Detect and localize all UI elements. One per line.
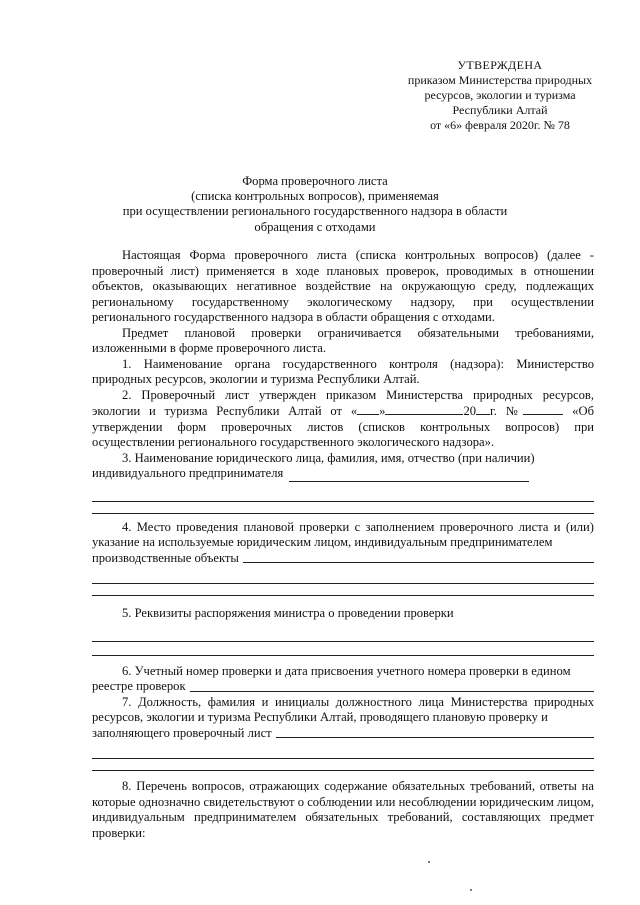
item-7-line-2[interactable]: [92, 741, 594, 759]
approval-block: [395, 58, 605, 133]
item-6-label: реестре проверок: [92, 679, 186, 693]
item-2-year-field[interactable]: [476, 403, 490, 415]
item-4: 4. Место проведения плановой проверки с заполнением проверочного листа и (или) указание на используемые юридическим лицом, индивидуальным предпринимателем: [92, 519, 594, 549]
approval-heading: УТВЕРЖДЕНА: [457, 58, 543, 72]
item-3-line-2[interactable]: [92, 482, 594, 502]
item-5-line-1[interactable]: [92, 622, 594, 642]
item-2-day-field[interactable]: [357, 403, 379, 415]
approval-line-3: Республики Алтай: [452, 103, 548, 117]
item-4-line-3[interactable]: [92, 584, 594, 596]
item-4-label: производственные объекты: [92, 550, 239, 565]
item-7: 7. Должность, фамилия и инициалы должностного лица Министерства природных ресурсов, экологии и туризма Республики Алтай, проводящего плановую проверку и: [92, 694, 594, 724]
item-6-registry-field[interactable]: [190, 691, 594, 692]
item-2-text-a: 2. Проверочный лист утвержден приказом Министерства природных ресурсов, экологии и туризма Республики Алтай от «: [92, 387, 594, 418]
item-6-row: [92, 679, 594, 695]
title-line-1: Форма проверочного листа: [242, 174, 388, 188]
scan-speck: [470, 889, 472, 891]
item-5: 5. Реквизиты распоряжения министра о проведении проверки: [122, 606, 454, 620]
title-line-4: обращения с отходами: [254, 219, 376, 234]
item-1: 1. Наименование органа государственного контроля (надзора): Министерство природных ресурсов, экологии и туризма Республики Алтай.: [92, 356, 594, 386]
approval-line-2: ресурсов, экологии и туризма: [424, 88, 576, 102]
item-2-text-b: »: [379, 404, 386, 418]
item-4-row: [92, 551, 594, 567]
item-2-text-d: г. №: [490, 404, 524, 418]
title-line-2: (списка контрольных вопросов), применяемая: [191, 189, 439, 204]
item-4-line-2[interactable]: [92, 566, 594, 584]
item-3: 3. Наименование юридического лица, фамилия, имя, отчество (при наличии): [122, 450, 535, 465]
item-3-label: индивидуального предпринимателя: [92, 466, 284, 480]
approval-line-1: приказом Министерства природных: [407, 73, 593, 87]
document-body: [92, 248, 594, 841]
item-7-row: [92, 726, 594, 742]
item-7-line-3[interactable]: [92, 759, 594, 771]
item-8: 8. Перечень вопросов, отражающих содержание обязательных требований, ответы на которые однозначно свидетельствуют о соблюдении или несоблюдении юридическим лицом, индивидуальным предпринимателем обязательных требований, составляющих предмет проверки:: [92, 779, 594, 840]
subject-paragraph: Предмет плановой проверки ограничивается обязательными требованиями, изложенными в форме проверочного листа.: [92, 325, 594, 355]
item-7-inspector-field[interactable]: [276, 737, 594, 738]
scan-speck: [428, 861, 430, 863]
document-title: [90, 174, 540, 235]
approval-line-4: от «6» февраля 2020г. № 78: [430, 118, 570, 132]
item-3-entity-field[interactable]: [289, 470, 529, 482]
title-line-3: при осуществлении регионального государственного надзора в области: [122, 204, 508, 219]
item-2-month-field[interactable]: [385, 403, 463, 415]
item-2-number-field[interactable]: [523, 403, 563, 415]
item-5-line-2[interactable]: [92, 642, 594, 656]
item-6: 6. Учетный номер проверки и дата присвоения учетного номера проверки в едином: [122, 663, 571, 678]
intro-paragraph: Настоящая Форма проверочного листа (списка контрольных вопросов) (далее - проверочный лист) применяется в ходе плановых проверок, проводимых в отношении объектов, оказывающих негативное воздействие на окружающую среду, подлежащих региональному государственному экологическому надзору, при осуществлении регионального государственного надзора в области обращения с отходами.: [92, 248, 594, 324]
item-3-line-3[interactable]: [92, 502, 594, 514]
item-3-row: [92, 466, 594, 482]
item-2-text-c: 20: [463, 404, 477, 418]
item-2: [92, 388, 594, 451]
item-4-objects-field[interactable]: [243, 562, 594, 563]
item-2-text-e: «Об утверждении форм проверочных листов (списков контрольных вопросов) при осуществлении регионального государственного экологического надзора».: [92, 404, 594, 449]
item-7-label: заполняющего проверочный лист: [92, 725, 272, 740]
